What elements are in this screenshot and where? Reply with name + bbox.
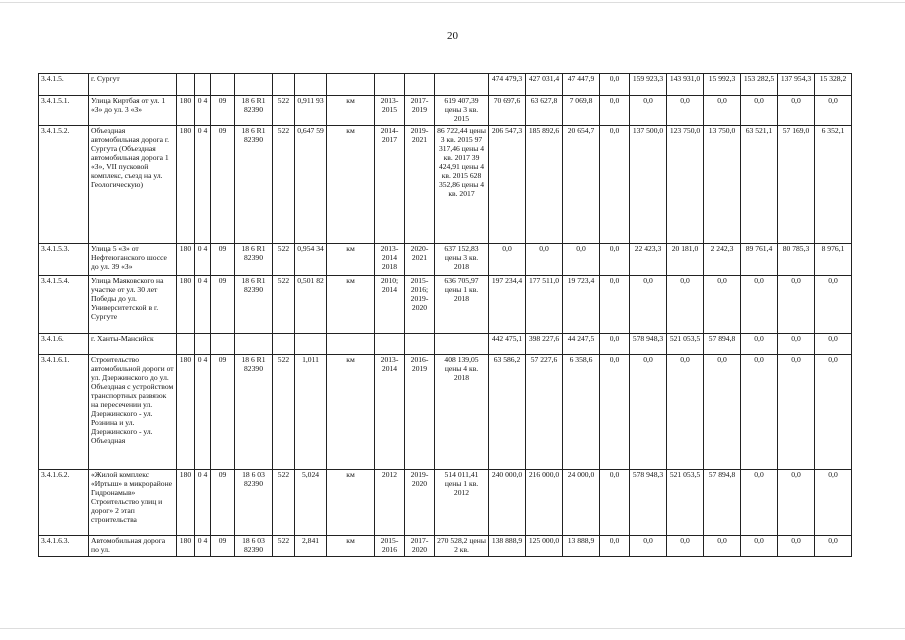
table-cell: 0,0 (741, 96, 778, 126)
table-cell: 2019-2020 (405, 470, 435, 536)
table-cell: 24 000,0 (563, 470, 600, 536)
table-cell: 6 358,6 (563, 355, 600, 470)
table-cell (273, 74, 295, 96)
table-cell: 578 948,3 (630, 470, 667, 536)
table-cell: 0,0 (741, 276, 778, 334)
table-cell: 619 407,39 цены 3 кв. 2015 (435, 96, 489, 126)
table-cell: км (327, 536, 375, 557)
table-cell: 408 139,05 цены 4 кв. 2018 (435, 355, 489, 470)
table-cell: 2019-2021 (405, 126, 435, 244)
table-cell: 2010; 2014 (375, 276, 405, 334)
table-cell (375, 74, 405, 96)
table-cell: 63 521,1 (741, 126, 778, 244)
table-row (39, 96, 852, 126)
table-cell (177, 334, 195, 355)
table-cell: 0,0 (667, 355, 704, 470)
table-cell: 18 6 03 82390 (235, 536, 273, 557)
table-cell: 137 500,0 (630, 126, 667, 244)
table-cell: 15 328,2 (815, 74, 852, 96)
table-cell: 521 053,5 (667, 470, 704, 536)
table-cell: 22 423,3 (630, 244, 667, 276)
table-cell: 522 (273, 276, 295, 334)
table-cell: 0,0 (600, 355, 630, 470)
table-cell: 0,0 (778, 536, 815, 557)
table-cell: 514 011,41 цены 1 кв. 2012 (435, 470, 489, 536)
table-cell: 522 (273, 536, 295, 557)
row-code-cell: 3.4.1.5.2. (39, 126, 89, 244)
table-cell: 143 931,0 (667, 74, 704, 96)
table-cell: км (327, 126, 375, 244)
table-cell (327, 334, 375, 355)
row-code-cell: 3.4.1.6.1. (39, 355, 89, 470)
table-cell: 09 (211, 355, 235, 470)
table-cell: 185 892,6 (526, 126, 563, 244)
table-row (39, 74, 852, 96)
row-code-cell: 3.4.1.5.1. (39, 96, 89, 126)
table-cell: 0,0 (704, 536, 741, 557)
table-cell: 0,0 (600, 470, 630, 536)
table-cell: 180 (177, 244, 195, 276)
table-cell (435, 74, 489, 96)
table-cell: 0 4 (195, 244, 211, 276)
table-cell: 578 948,3 (630, 334, 667, 355)
table-cell: 44 247,5 (563, 334, 600, 355)
table-cell (211, 334, 235, 355)
table-cell (235, 74, 273, 96)
table-cell: 13 888,9 (563, 536, 600, 557)
scan-bottom-edge (0, 628, 905, 629)
table-cell: 0,954 34 (295, 244, 327, 276)
table-cell (235, 334, 273, 355)
row-name-cell: Строительство автомобильной дороги от ул. Дзержинского до ул. Объездная с устройством транспортных развязок на пересечении ул. Дзержинского - ул. Рознина и ул. Дзержинского - ул. Объездная (89, 355, 177, 470)
row-name-cell: Объездная автомобильная дорога г. Сургута (Объездная автомобильная дорога 1 «З», VII пусковой комплекс, съезд на ул. Геологическую) (89, 126, 177, 244)
table-cell: км (327, 470, 375, 536)
table-cell (327, 74, 375, 96)
table-cell: 522 (273, 126, 295, 244)
table-cell: 80 785,3 (778, 244, 815, 276)
row-code-cell: 3.4.1.6.3. (39, 536, 89, 557)
table-cell: 2017-2020 (405, 536, 435, 557)
table-cell: 0 4 (195, 536, 211, 557)
table-cell: 09 (211, 126, 235, 244)
table-cell: 522 (273, 96, 295, 126)
table-cell: 57 894,8 (704, 334, 741, 355)
table-cell: 1,011 (295, 355, 327, 470)
row-name-cell: Улица Маяковского на участке от ул. 30 лет Победы до ул. Университетской в г. Сургуте (89, 276, 177, 334)
table-cell: 0,0 (815, 276, 852, 334)
table-cell: 474 479,3 (489, 74, 526, 96)
table-cell: 2,841 (295, 536, 327, 557)
table-cell: 180 (177, 355, 195, 470)
table-cell (405, 334, 435, 355)
table-cell: 180 (177, 126, 195, 244)
table-cell: 09 (211, 244, 235, 276)
table-cell (211, 74, 235, 96)
table-cell: 0 4 (195, 355, 211, 470)
row-name-cell: Улица 5 «З» от Нефтеюганского шоссе до ул. 39 «З» (89, 244, 177, 276)
table-cell (177, 74, 195, 96)
table-cell (295, 334, 327, 355)
table-cell: 0,0 (741, 536, 778, 557)
table-cell: 153 282,5 (741, 74, 778, 96)
table-cell: 70 697,6 (489, 96, 526, 126)
table-cell: 0,0 (815, 355, 852, 470)
table-cell: 18 6 R1 82390 (235, 96, 273, 126)
table-cell: 0,0 (489, 244, 526, 276)
table-cell (195, 334, 211, 355)
table-cell: 0,0 (704, 355, 741, 470)
table-cell: 13 750,0 (704, 126, 741, 244)
table-cell: 0,0 (600, 276, 630, 334)
table-cell: 2013-2014 (375, 355, 405, 470)
table-row (39, 536, 852, 557)
row-name-cell: Автомобильная дорога по ул. (89, 536, 177, 557)
table-cell: 0,0 (630, 276, 667, 334)
table-cell: 159 923,3 (630, 74, 667, 96)
table-cell: 19 723,4 (563, 276, 600, 334)
table-cell: 0,0 (778, 355, 815, 470)
table-cell: 63 627,8 (526, 96, 563, 126)
table-cell: 0,911 93 (295, 96, 327, 126)
table-cell: 18 6 R1 82390 (235, 355, 273, 470)
table-cell: 0,0 (815, 96, 852, 126)
table-cell: 0,647 59 (295, 126, 327, 244)
table-cell: 521 053,5 (667, 334, 704, 355)
table-cell: 0,0 (600, 334, 630, 355)
table-row (39, 126, 852, 244)
table-cell: 636 705,97 цены 1 кв. 2018 (435, 276, 489, 334)
table-cell: 15 992,3 (704, 74, 741, 96)
table-cell: 20 181,0 (667, 244, 704, 276)
table-cell: км (327, 244, 375, 276)
table-cell: 2 242,3 (704, 244, 741, 276)
table-cell: 0 4 (195, 96, 211, 126)
table-cell: 0,0 (704, 276, 741, 334)
table-cell: 216 000,0 (526, 470, 563, 536)
table-cell: 0 4 (195, 276, 211, 334)
table-cell (273, 334, 295, 355)
table-cell: 57 227,6 (526, 355, 563, 470)
table-cell: км (327, 355, 375, 470)
table-cell: 8 976,1 (815, 244, 852, 276)
scan-top-edge (0, 2, 905, 3)
table-cell: 0,0 (778, 96, 815, 126)
table-cell: 0,0 (815, 470, 852, 536)
table-cell: 0,0 (600, 244, 630, 276)
table-cell: 0,0 (630, 536, 667, 557)
table-cell: 0,0 (600, 74, 630, 96)
row-name-cell: Улица Киртбая от ул. 1 «З» до ул. 3 «З» (89, 96, 177, 126)
row-code-cell: 3.4.1.5. (39, 74, 89, 96)
table-cell: 0,0 (778, 470, 815, 536)
table-cell: 18 6 R1 82390 (235, 126, 273, 244)
table-cell: 57 894,8 (704, 470, 741, 536)
table-cell: 522 (273, 355, 295, 470)
table-cell: 206 547,3 (489, 126, 526, 244)
table-cell: 0,0 (741, 355, 778, 470)
table-cell: 0,0 (741, 470, 778, 536)
table-cell: 522 (273, 244, 295, 276)
table-cell: 180 (177, 470, 195, 536)
table-row (39, 355, 852, 470)
table-cell: 0,0 (600, 126, 630, 244)
row-code-cell: 3.4.1.6. (39, 334, 89, 355)
row-code-cell: 3.4.1.5.4. (39, 276, 89, 334)
table-cell: 137 954,3 (778, 74, 815, 96)
table-cell (435, 334, 489, 355)
table-cell: 0,0 (563, 244, 600, 276)
table-cell: 2015-2016 (375, 536, 405, 557)
table-cell (375, 334, 405, 355)
table-cell: 0,0 (778, 334, 815, 355)
table-cell: 09 (211, 470, 235, 536)
table-cell: 2014-2017 (375, 126, 405, 244)
table-cell: 2015-2016; 2019-2020 (405, 276, 435, 334)
table-cell: 0,501 82 (295, 276, 327, 334)
table-cell: 09 (211, 276, 235, 334)
table-cell: 0,0 (667, 276, 704, 334)
table-cell: 177 511,0 (526, 276, 563, 334)
table-cell: 0,0 (741, 334, 778, 355)
table-cell: 180 (177, 96, 195, 126)
table-cell (405, 74, 435, 96)
table-cell: 18 6 03 82390 (235, 470, 273, 536)
table-cell: 240 000,0 (489, 470, 526, 536)
table-cell: 0,0 (526, 244, 563, 276)
row-name-cell: г. Ханты-Мансийск (89, 334, 177, 355)
table-cell: 0,0 (630, 96, 667, 126)
table-cell: 138 888,9 (489, 536, 526, 557)
table-cell: 180 (177, 536, 195, 557)
table-cell: 0 4 (195, 470, 211, 536)
table-cell: 0,0 (667, 96, 704, 126)
table-row (39, 334, 852, 355)
row-code-cell: 3.4.1.5.3. (39, 244, 89, 276)
table-cell: 637 152,83 цены 3 кв. 2018 (435, 244, 489, 276)
table-cell: 0,0 (815, 334, 852, 355)
table-cell: 0,0 (778, 276, 815, 334)
table-cell: 6 352,1 (815, 126, 852, 244)
table-cell: 270 528,2 цены 2 кв. (435, 536, 489, 557)
table-cell: 197 234,4 (489, 276, 526, 334)
table-cell: 2013-2015 (375, 96, 405, 126)
table-cell: 18 6 R1 82390 (235, 276, 273, 334)
table-cell: 09 (211, 96, 235, 126)
page-number: 20 (447, 30, 458, 42)
table-cell: 427 031,4 (526, 74, 563, 96)
table-cell: км (327, 276, 375, 334)
table-cell: 63 586,2 (489, 355, 526, 470)
table-cell: 2013-2014 2018 (375, 244, 405, 276)
table-cell: км (327, 96, 375, 126)
table-cell: 0,0 (704, 96, 741, 126)
table-cell: 2012 (375, 470, 405, 536)
table-cell: 398 227,6 (526, 334, 563, 355)
table-cell: 0,0 (600, 536, 630, 557)
table-cell: 5,024 (295, 470, 327, 536)
table-cell: 0,0 (600, 96, 630, 126)
table-cell: 0 4 (195, 126, 211, 244)
table-row (39, 276, 852, 334)
row-name-cell: г. Сургут (89, 74, 177, 96)
table-cell: 18 6 R1 82390 (235, 244, 273, 276)
table-cell: 522 (273, 470, 295, 536)
budget-table (38, 73, 852, 557)
table-cell (195, 74, 211, 96)
table-cell: 2017-2019 (405, 96, 435, 126)
table-cell: 89 761,4 (741, 244, 778, 276)
table-row (39, 470, 852, 536)
table-cell: 86 722,44 цены 3 кв. 2015 97 317,46 цены 4 кв. 2017 39 424,91 цены 4 кв. 2015 628 352,86 цены 4 кв. 2017 (435, 126, 489, 244)
table-cell (295, 74, 327, 96)
table-cell: 7 069,8 (563, 96, 600, 126)
table-cell: 0,0 (667, 536, 704, 557)
table-cell: 09 (211, 536, 235, 557)
table-cell: 2020-2021 (405, 244, 435, 276)
table-cell: 47 447,9 (563, 74, 600, 96)
table-cell: 2016-2019 (405, 355, 435, 470)
table-row (39, 244, 852, 276)
table-cell: 442 475,1 (489, 334, 526, 355)
table-cell: 57 169,0 (778, 126, 815, 244)
table-cell: 125 000,0 (526, 536, 563, 557)
row-code-cell: 3.4.1.6.2. (39, 470, 89, 536)
table-cell: 0,0 (630, 355, 667, 470)
table-cell: 0,0 (815, 536, 852, 557)
table-cell: 180 (177, 276, 195, 334)
row-name-cell: «Жилой комплекс «Иртыш» в микрорайоне Гидронамыв» Строительство улиц и дорог» 2 этап строительства (89, 470, 177, 536)
table-cell: 20 654,7 (563, 126, 600, 244)
table-cell: 123 750,0 (667, 126, 704, 244)
